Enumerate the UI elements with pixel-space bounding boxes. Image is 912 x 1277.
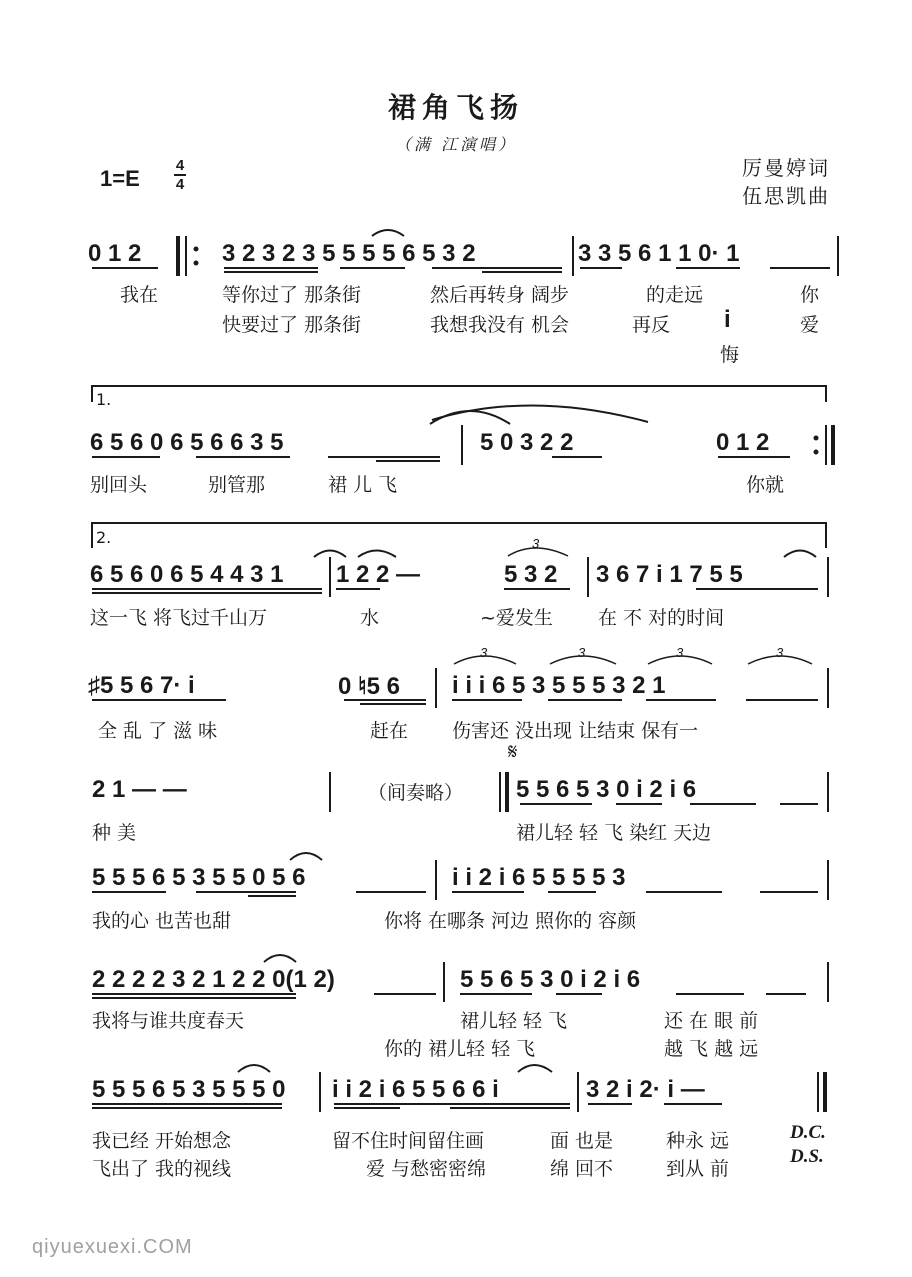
- segno-icon: 𝄋: [508, 740, 518, 765]
- row1-measure1-notes: 3 2 3 2 3 5 5 5 5 6 5 3 2: [222, 240, 476, 267]
- row1-lyric2-d: 爱: [800, 314, 820, 336]
- row1-lyric2-a: 快要过了 那条街: [222, 314, 362, 336]
- row8-measure1-notes: 5 5 5 6 5 3 5 5 5 0: [92, 1076, 286, 1103]
- row7-lyric2-a: 你的 裙儿轻 轻 飞: [384, 1038, 536, 1060]
- row1-extra-lyric: 悔: [720, 344, 740, 366]
- row3-lyric-b: 水: [360, 607, 380, 629]
- first-ending-label: 1.: [96, 390, 112, 409]
- singer-credit: （满 江演唱）: [394, 135, 518, 154]
- row8-lyric2-b: 爱 与愁密密绵: [366, 1158, 487, 1180]
- row8-lyric-c: 面 也是: [550, 1130, 614, 1152]
- row7-lyric-a: 我将与谁共度春天: [92, 1010, 245, 1032]
- key-signature: 1=E: [100, 166, 140, 191]
- row2-lyric-b: 别管那: [208, 474, 266, 496]
- row6-lyric-a: 我的心 也苦也甜: [92, 910, 232, 932]
- row8-lyric-d: 种永 远: [666, 1130, 730, 1152]
- row3-lyric-c: ~爱发生: [480, 607, 553, 629]
- row1-lyric-a: 我在: [120, 284, 159, 306]
- row1-lyric-d: 的走远: [646, 284, 704, 306]
- row7-measure2-notes: 5 5 6 5 3 0 i 2 i 6: [460, 966, 641, 993]
- row7-measure1-notes: 2 2 2 2 3 2 1 2 2 0(1 2): [92, 966, 335, 993]
- second-ending-label: 2.: [96, 528, 112, 547]
- row2-lyric-d: 你就: [746, 474, 785, 496]
- row5-lyric-a: 种 美: [92, 822, 137, 844]
- svg-text:3: 3: [480, 645, 488, 660]
- row6-measure2-notes: i i 2 i 6 5 5 5 5 3: [452, 864, 626, 891]
- meter-top: 4: [175, 157, 185, 174]
- row4-lyric-c: 伤害还 没出现 让结束 保有一: [452, 720, 699, 742]
- row3-lyric-d: 在 不 对的时间: [598, 607, 725, 629]
- row5-lyric-b: 裙儿轻 轻 飞 染红 天边: [516, 822, 712, 844]
- row2-lyric-a: 别回头: [90, 474, 148, 496]
- row8-lyric2-a: 飞出了 我的视线: [92, 1158, 232, 1180]
- row8-lyric2-c: 绵 回不: [550, 1158, 614, 1180]
- row7-lyric-b: 裙儿轻 轻 飞: [460, 1010, 568, 1032]
- row4-lyric-a: 全 乱 了 滋 味: [98, 720, 218, 742]
- meter-bottom: 4: [175, 176, 185, 193]
- composer-credit: 伍思凯曲: [742, 184, 830, 208]
- row1-lyric2-c: 再反: [632, 314, 671, 336]
- row5-measure1-notes: 2 1 — —: [92, 776, 187, 803]
- row3-triplet-notes: 5 3 2: [504, 561, 558, 588]
- row5-measure2-notes: 5 5 6 5 3 0 i 2 i 6: [516, 776, 697, 803]
- row8-measure2-notes: i i 2 i 6 5 5 6 6 i: [332, 1076, 499, 1103]
- row1-lyric-e: 你: [800, 284, 820, 306]
- row8-measure3-notes: 3 2 i 2· i —: [586, 1076, 705, 1103]
- svg-text:3: 3: [676, 645, 684, 660]
- ds-marking: D.S.: [790, 1146, 824, 1167]
- row3-measure1-notes: 6 5 6 0 6 5 4 4 3 1: [90, 561, 284, 588]
- row4-measure2-notes: i i i 6 5 3 5 5 5 3 2 1: [452, 672, 666, 699]
- row2-measure1-notes: 6 5 6 0 6 5 6 6 3 5: [90, 429, 284, 456]
- row2-measure2-notes: 5 0 3 2 2: [480, 429, 574, 456]
- row8-lyric-b: 留不住时间留住画: [332, 1130, 485, 1152]
- row4-measure1-notes: ♯5 5 6 7· i: [88, 672, 195, 699]
- row3-lyric-a: 这一飞 将飞过千山万: [90, 607, 268, 629]
- row4-lyric-b: 赶在: [370, 720, 409, 742]
- lyricist-credit: 厉曼婷词: [742, 156, 830, 180]
- row2-measure3-notes: 0 1 2: [716, 429, 770, 456]
- row1-measure2-notes: 3 3 5 6 1 1 0· 1: [578, 240, 740, 267]
- row3-measure2-notes: 1 2 2 —: [336, 561, 421, 588]
- row6-lyric-b: 你将 在哪条 河边 照你的 容颜: [384, 910, 637, 932]
- watermark: qiyuexuexi.COM: [32, 1236, 193, 1258]
- interlude-note: （间奏略）: [368, 782, 464, 804]
- row1-lyric-c: 然后再转身 阔步: [430, 284, 570, 306]
- svg-text:3: 3: [532, 536, 540, 551]
- svg-text:3: 3: [776, 645, 784, 660]
- row1-pickup-notes: 0 1 2: [88, 240, 142, 267]
- row4-pickup-notes: 0 ♮5 6: [338, 673, 400, 700]
- row7-lyric-c: 还 在 眼 前: [664, 1010, 759, 1032]
- row1-extra-note: i: [724, 306, 731, 333]
- row8-lyric2-d: 到从 前: [666, 1158, 730, 1180]
- song-title: 裙角飞扬: [387, 91, 524, 124]
- row1-lyric-b: 等你过了 那条街: [222, 284, 362, 306]
- row8-lyric-a: 我已经 开始想念: [92, 1130, 232, 1152]
- row2-lyric-c: 裙 儿 飞: [328, 474, 398, 496]
- row6-measure1-notes: 5 5 5 6 5 3 5 5 0 5 6: [92, 864, 306, 891]
- row7-lyric2-b: 越 飞 越 远: [664, 1038, 759, 1060]
- row1-lyric2-b: 我想我没有 机会: [430, 314, 570, 336]
- row3-measure3-notes: 3 6 7 i 1 7 5 5: [596, 561, 743, 588]
- svg-text:3: 3: [578, 645, 586, 660]
- dc-marking: D.C.: [790, 1122, 826, 1143]
